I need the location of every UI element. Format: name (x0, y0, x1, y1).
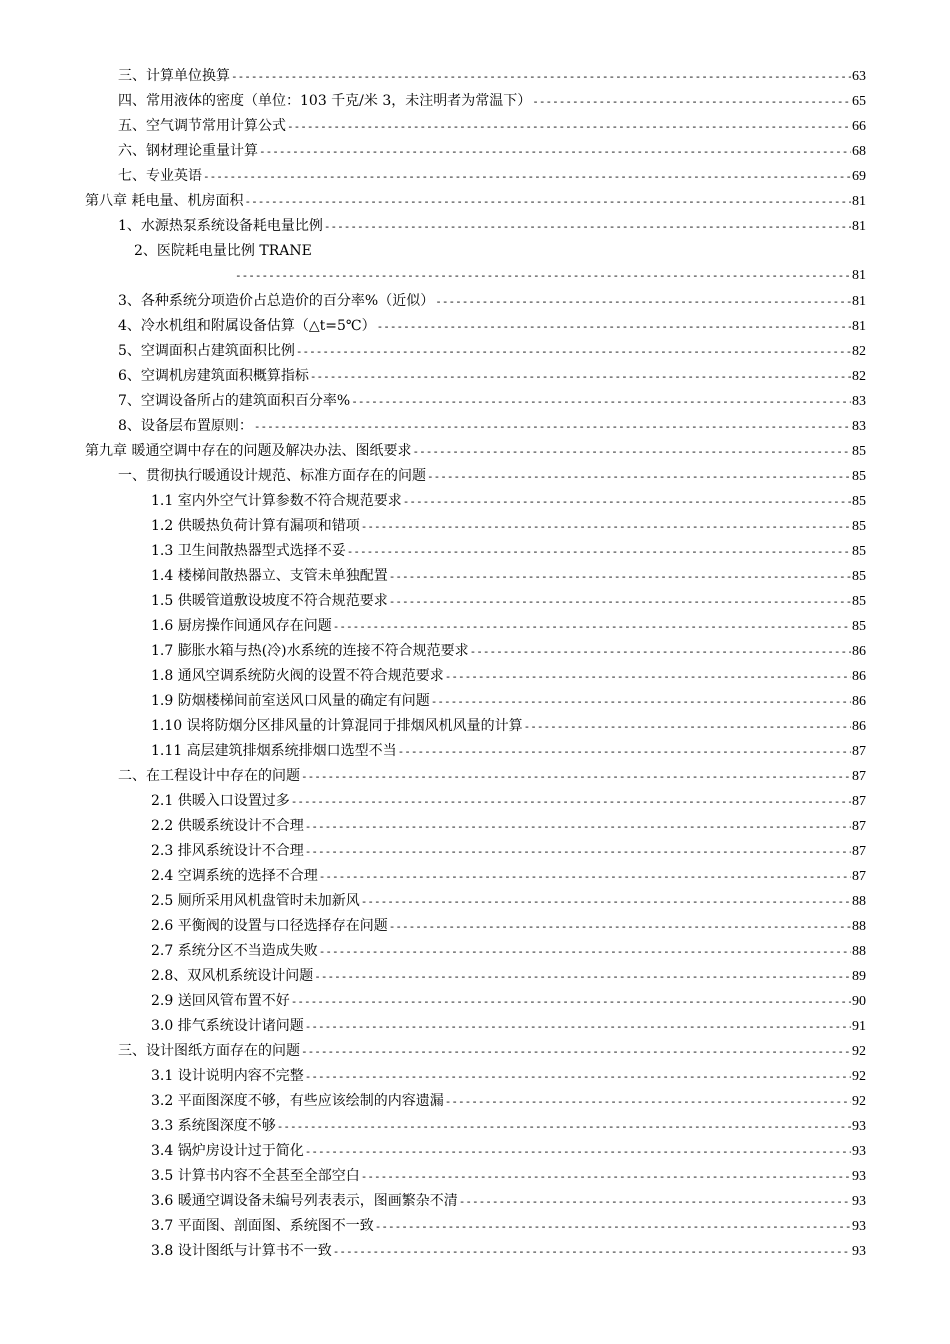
toc-entry[interactable] (118, 1039, 866, 1063)
toc-leader (398, 740, 851, 763)
toc-leader (287, 115, 851, 138)
toc-leader (296, 340, 851, 363)
toc-entry-label: 2.5 厕所采用风机盘管时未加新风 (151, 893, 360, 909)
toc-leader (235, 264, 851, 288)
toc-entry[interactable] (118, 764, 866, 788)
toc-entry-page: 88 (852, 919, 866, 934)
toc-entry[interactable] (118, 464, 866, 488)
toc-leader (291, 790, 851, 813)
toc-entry-label: 第九章 暖通空调中存在的问题及解决办法、图纸要求 (85, 443, 412, 459)
toc-entry-label: 1.11 高层建筑排烟系统排烟口选型不当 (151, 743, 397, 759)
toc-entry-page: 86 (852, 694, 866, 709)
toc-subentry[interactable] (151, 1064, 866, 1088)
toc-subentry[interactable] (151, 689, 866, 713)
toc-subentry[interactable] (151, 1089, 866, 1113)
toc-leader (524, 715, 851, 738)
toc-subentry[interactable] (151, 539, 866, 563)
toc-entry-label: 3、各种系统分项造价占总造价的百分率%（近似） (118, 293, 435, 309)
toc-entry-page: 87 (852, 769, 866, 784)
toc-entry-label: 第八章 耗电量、机房面积 (85, 193, 244, 209)
toc-entry-page: 93 (852, 1144, 866, 1159)
toc-subentry[interactable] (151, 714, 866, 738)
toc-entry-page: 85 (852, 544, 866, 559)
toc-leader (375, 1215, 851, 1238)
toc-leader (244, 190, 851, 213)
toc-entry-label: 3.6 暖通空调设备未编号列表表示，图画繁杂不清 (151, 1193, 458, 1209)
toc-subentry[interactable] (151, 1239, 866, 1263)
toc-subentry[interactable] (151, 489, 866, 513)
toc-entry-label: 2.7 系统分区不当造成失败 (151, 943, 318, 959)
toc-leader (277, 1115, 851, 1138)
toc-leader (435, 290, 851, 313)
toc-subentry[interactable] (151, 1014, 866, 1038)
toc-entry-label: 3.2 平面图深度不够，有些应该绘制的内容遗漏 (151, 1093, 444, 1109)
toc-entry-label: 3.7 平面图、剖面图、系统图不一致 (151, 1218, 374, 1234)
toc-entry-page: 93 (852, 1169, 866, 1184)
toc-entry-page: 93 (852, 1219, 866, 1234)
toc-entry-page: 66 (852, 119, 866, 134)
toc-leader (389, 565, 851, 588)
toc-leader (412, 440, 851, 463)
toc-entry-label: 1.6 厨房操作间通风存在问题 (151, 618, 332, 634)
toc-subentry[interactable] (151, 1164, 866, 1188)
toc-entry[interactable] (118, 414, 866, 438)
toc-entry-label: 2.4 空调系统的选择不合理 (151, 868, 318, 884)
toc-entry-page: 63 (852, 69, 866, 84)
toc-entry-label[interactable]: 2、医院耗电量比例 TRANE (134, 243, 312, 259)
toc-leader (310, 365, 851, 388)
toc-leader (259, 140, 851, 163)
toc-entry-page: 83 (852, 394, 866, 409)
toc-entry-label: 6、空调机房建筑面积概算指标 (118, 368, 309, 384)
toc-entry-page: 85 (852, 594, 866, 609)
toc-entry-label: 1.1 室内外空气计算参数不符合规范要求 (151, 493, 402, 509)
toc-subentry[interactable] (151, 964, 866, 988)
toc-chapter-entry[interactable] (85, 189, 866, 213)
toc-leader (361, 515, 851, 538)
toc-entry-page: 85 (852, 444, 866, 459)
toc-subentry[interactable] (151, 939, 866, 963)
toc-entry-label: 1.10 误将防烟分区排风量的计算混同于排烟风机风量的计算 (151, 718, 523, 734)
toc-entry[interactable] (118, 214, 866, 238)
toc-entry-label: 三、设计图纸方面存在的问题 (118, 1043, 300, 1059)
toc-entry-page: 87 (852, 744, 866, 759)
toc-leader (231, 65, 851, 88)
toc-entry-label: 1.3 卫生间散热器型式选择不妥 (151, 543, 346, 559)
toc-subentry[interactable] (151, 589, 866, 613)
toc-entry[interactable] (118, 289, 866, 313)
toc-leader (203, 165, 851, 188)
toc-subentry[interactable] (151, 1139, 866, 1163)
toc-subentry[interactable] (151, 814, 866, 838)
toc-entry-label: 1、水源热泵系统设备耗电量比例 (118, 218, 323, 234)
toc-entry[interactable] (118, 364, 866, 388)
toc-leader (445, 665, 851, 688)
toc-entry[interactable] (118, 164, 866, 188)
toc-entry-page: 87 (852, 794, 866, 809)
toc-subentry[interactable] (151, 839, 866, 863)
toc-subentry[interactable] (151, 639, 866, 663)
toc-leader (351, 390, 851, 413)
toc-entry-label: 3.8 设计图纸与计算书不一致 (151, 1243, 332, 1259)
toc-leader (389, 915, 851, 938)
toc-subentry[interactable] (151, 864, 866, 888)
toc-chapter-entry[interactable] (85, 439, 866, 463)
toc-subentry[interactable] (151, 664, 866, 688)
toc-entry-label: 3.4 锅炉房设计过于简化 (151, 1143, 304, 1159)
toc-subentry[interactable] (151, 889, 866, 913)
toc-entry-label: 1.2 供暖热负荷计算有漏项和错项 (151, 518, 360, 534)
toc-subentry[interactable] (151, 989, 866, 1013)
toc-subentry[interactable] (151, 1189, 866, 1213)
toc-entry-page: 85 (852, 569, 866, 584)
toc-leader (301, 1040, 851, 1063)
toc-entry-page: 82 (852, 369, 866, 384)
toc-subentry[interactable] (151, 514, 866, 538)
toc-entry-label: 1.5 供暖管道敷设坡度不符合规范要求 (151, 593, 388, 609)
toc-subentry[interactable] (151, 739, 866, 763)
toc-entry-page: 88 (852, 944, 866, 959)
toc-entry-label: 六、钢材理论重量计算 (118, 143, 258, 159)
toc-entry-page: 93 (852, 1194, 866, 1209)
toc-entry-label: 2.3 排风系统设计不合理 (151, 843, 304, 859)
toc-entry[interactable] (118, 139, 866, 163)
toc-entry-label: 2.2 供暖系统设计不合理 (151, 818, 304, 834)
toc-leader (389, 590, 851, 613)
toc-entry-page: 93 (852, 1119, 866, 1134)
toc-entry-page: 92 (852, 1094, 866, 1109)
toc-leader (347, 540, 851, 563)
toc-entry-label: 三、计算单位换算 (118, 68, 230, 84)
toc-entry-page: 69 (852, 169, 866, 184)
toc-entry-page: 68 (852, 144, 866, 159)
toc-leader (445, 1090, 851, 1113)
toc-entry-label: 二、在工程设计中存在的问题 (118, 768, 300, 784)
toc-entry-page: 81 (852, 219, 866, 234)
toc-entry[interactable] (234, 264, 866, 288)
toc-entry-label: 一、贯彻执行暖通设计规范、标准方面存在的问题 (118, 468, 426, 484)
toc-leader (431, 690, 851, 713)
toc-leader (305, 1065, 851, 1088)
toc-entry-page: 85 (852, 494, 866, 509)
toc-entry[interactable] (118, 339, 866, 363)
toc-leader (532, 90, 851, 113)
toc-entry-label: 8、设备层布置原则： (118, 418, 253, 434)
toc-leader (314, 965, 851, 988)
toc-leader (305, 1140, 851, 1163)
toc-entry-page: 87 (852, 869, 866, 884)
toc-entry-page: 92 (852, 1044, 866, 1059)
toc-entry[interactable] (118, 314, 866, 338)
toc-entry-page: 88 (852, 894, 866, 909)
toc-leader (324, 215, 851, 238)
toc-leader (333, 1240, 851, 1263)
toc-leader (361, 1165, 851, 1188)
toc-leader (305, 815, 851, 838)
toc-entry-page: 87 (852, 844, 866, 859)
toc-entry-page: 89 (852, 969, 866, 984)
toc-entry-label: 2.8、双风机系统设计问题 (151, 968, 314, 984)
toc-leader (291, 990, 851, 1013)
toc-leader (459, 1190, 851, 1213)
toc-entry-page: 87 (852, 819, 866, 834)
toc-entry-page: 85 (852, 619, 866, 634)
toc-entry-label: 1.8 通风空调系统防火阀的设置不符合规范要求 (151, 668, 444, 684)
toc-entry[interactable] (118, 64, 866, 88)
toc-entry-label: 4、冷水机组和附属设备估算（△t=5℃） (118, 318, 376, 334)
toc-entry-label: 3.1 设计说明内容不完整 (151, 1068, 304, 1084)
toc-entry-page: 85 (852, 519, 866, 534)
toc-entry-page: 86 (852, 669, 866, 684)
toc-entry-label: 1.9 防烟楼梯间前室送风口风量的确定有问题 (151, 693, 430, 709)
toc-leader (319, 865, 851, 888)
toc-entry-page: 91 (852, 1019, 866, 1034)
toc-entry-label: 四、常用液体的密度（单位：103 千克/米 3，未注明者为常温下） (118, 93, 532, 109)
toc-entry-label: 七、专业英语 (118, 168, 202, 184)
toc-entry[interactable] (118, 389, 866, 413)
toc-entry-page: 83 (852, 419, 866, 434)
toc-entry-page: 86 (852, 719, 866, 734)
toc-subentry[interactable] (151, 614, 866, 638)
toc-entry-label: 2.1 供暖入口设置过多 (151, 793, 290, 809)
toc-entry-page: 92 (852, 1069, 866, 1084)
toc-leader (319, 940, 851, 963)
toc-leader (377, 315, 851, 338)
toc-entry-page: 65 (852, 94, 866, 109)
toc-leader (305, 1015, 851, 1038)
toc-entry-label: 3.5 计算书内容不全甚至全部空白 (151, 1168, 360, 1184)
toc-entry-page: 85 (852, 469, 866, 484)
toc-subentry[interactable] (151, 914, 866, 938)
toc-leader (470, 640, 851, 663)
toc-subentry[interactable] (151, 564, 866, 588)
toc-entry-page: 93 (852, 1244, 866, 1259)
toc-entry-page: 81 (852, 194, 866, 209)
toc-leader (305, 840, 851, 863)
toc-leader (333, 615, 851, 638)
toc-entry-label: 7、空调设备所占的建筑面积百分率% (118, 393, 351, 409)
toc-subentry[interactable] (151, 1214, 866, 1238)
toc-entry-page: 81 (852, 294, 866, 309)
toc-entry-label: 3.3 系统图深度不够 (151, 1118, 276, 1134)
toc-entry[interactable] (118, 89, 866, 113)
toc-entry-label: 2.6 平衡阀的设置与口径选择存在问题 (151, 918, 388, 934)
toc-leader (361, 890, 851, 913)
toc-subentry[interactable] (151, 1114, 866, 1138)
toc-leader (403, 490, 851, 513)
toc-subentry[interactable] (151, 789, 866, 813)
toc-entry-page: 86 (852, 644, 866, 659)
toc-entry-page: 81 (852, 319, 866, 334)
toc-entry-label: 1.7 膨胀水箱与热(冷)水系统的连接不符合规范要求 (151, 643, 469, 659)
toc-leader (254, 415, 851, 438)
toc-entry-page: 82 (852, 344, 866, 359)
toc-entry-label: 5、空调面积占建筑面积比例 (118, 343, 295, 359)
toc-entry-label: 1.4 楼梯间散热器立、支管未单独配置 (151, 568, 388, 584)
toc-entry-label: 2.9 送回风管布置不好 (151, 993, 290, 1009)
toc-entry-page: 81 (852, 268, 866, 283)
toc-entry[interactable] (118, 114, 866, 138)
toc-leader (427, 465, 851, 488)
toc-entry-label: 五、空气调节常用计算公式 (118, 118, 286, 134)
toc-leader (301, 765, 851, 788)
toc-entry-label: 3.0 排气系统设计诸问题 (151, 1018, 304, 1034)
toc-entry-page: 90 (852, 994, 866, 1009)
